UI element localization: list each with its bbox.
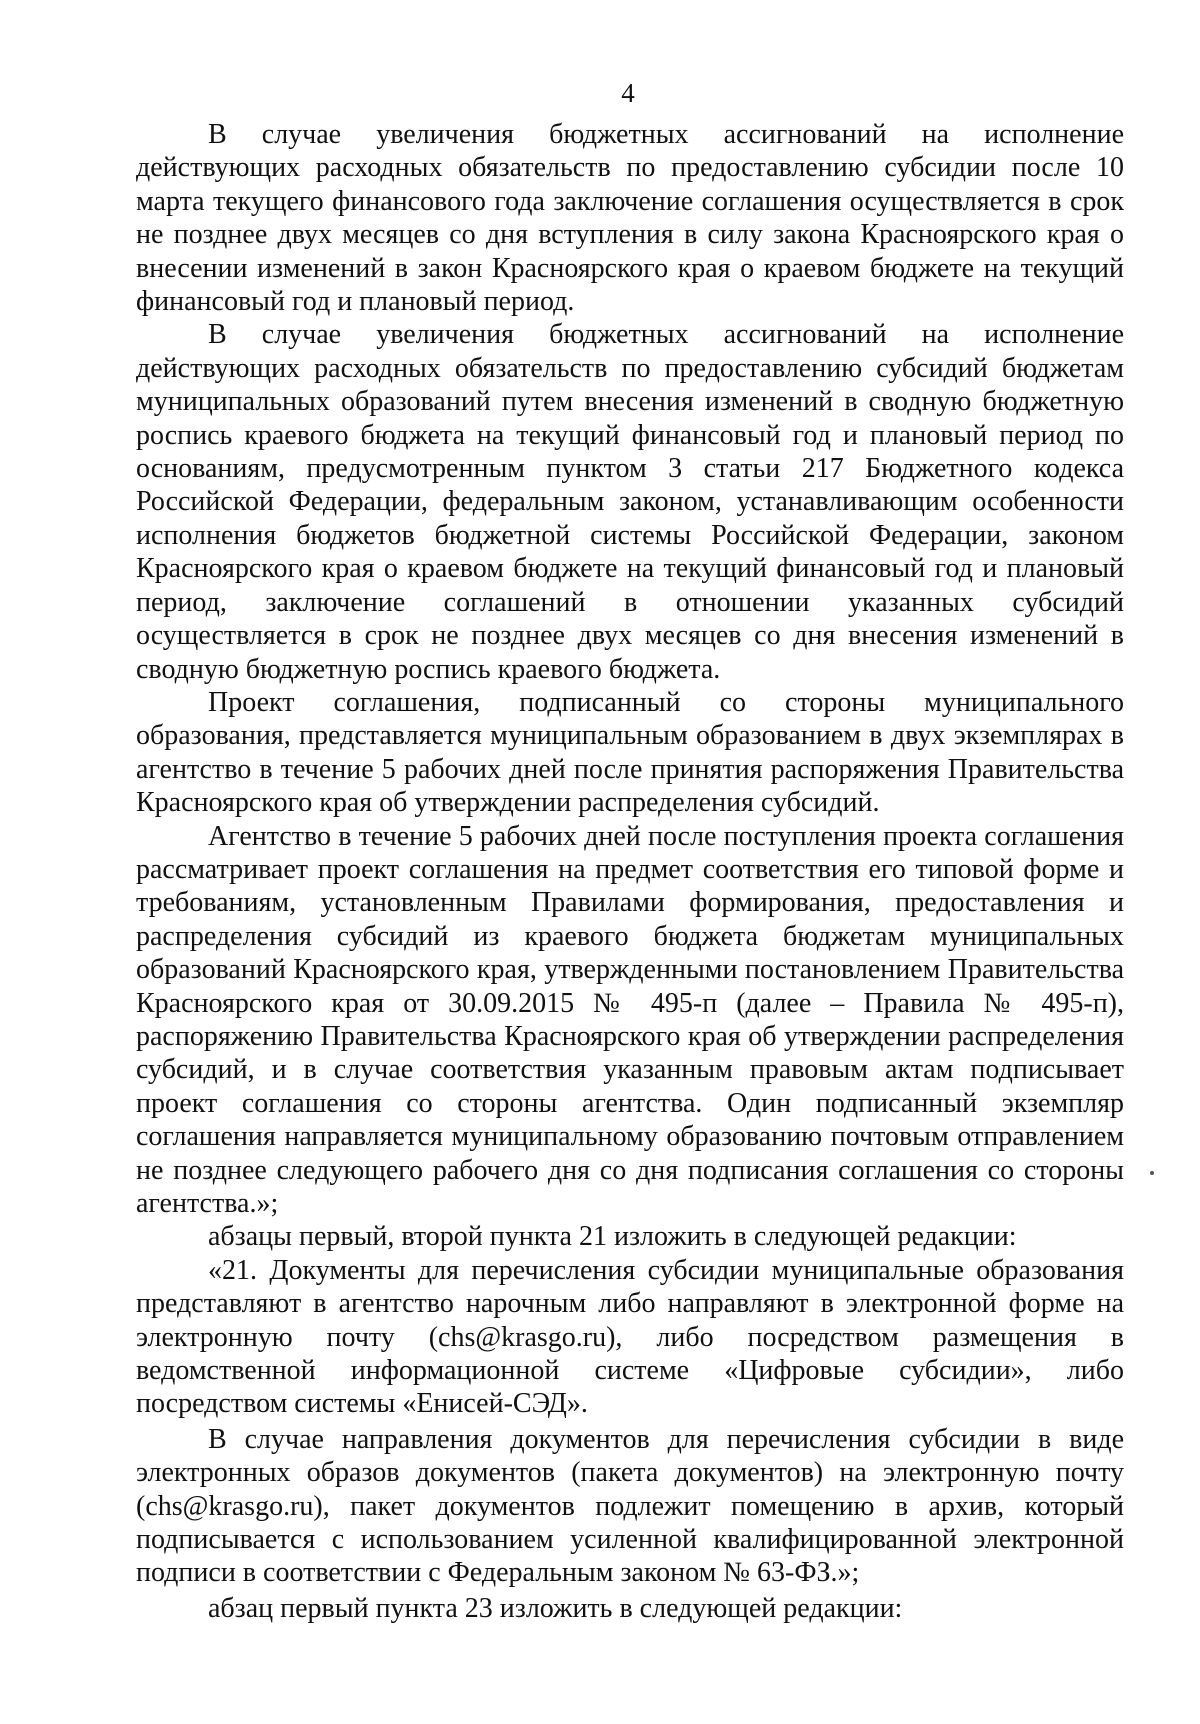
paragraph-8: абзац первый пункта 23 изложить в следующей редакции: [208,1592,903,1624]
paragraph-4: Агентство в течение 5 рабочих дней после поступления проекта соглашения рассматривает проект соглашения на предмет соответствия его типовой форме и требованиям, установленным Правилами формирования, предоставления и распределения субсидий из краевого бюджета бюджетам муниципальных образований Красноярского края, утвержденными постановлением Правительства Красноярского края от 30.09.2015 № 495-п (далее – Правила № 495-п), распоряжению Правительства Красноярского края об утверждении распределения субсидий, и в случае соответствия указанным правовым актам подписывает проект соглашения со стороны агентства. Один подписанный экземпляр соглашения направляется муниципальному образованию почтовым отправлением не позднее следующего рабочего дня со дня подписания соглашения со стороны агентства.»; [136,820,1124,1219]
paragraph-2: В случае увеличения бюджетных ассигнований на исполнение действующих расходных обязательств по предоставлению субсидий бюджетам муниципальных образований путем внесения изменений в сводную бюджетную роспись краевого бюджета на текущий финансовый год и плановый период по основаниям, предусмотренным пунктом 3 статьи 217 Бюджетного кодекса Российской Федерации, федеральным законом, устанавливающим особенности исполнения бюджетов бюджетной системы Российской Федерации, законом Красноярского края о краевом бюджете на текущий финансовый год и плановый период, заключение соглашений в отношении указанных субсидий осуществляется в срок не позднее двух месяцев со дня внесения изменений в сводную бюджетную роспись краевого бюджета. [136,319,1124,685]
paragraph-3: Проект соглашения, подписанный со стороны муниципального образования, представляется муниципальным образованием в двух экземплярах в агентство в течение 5 рабочих дней после принятия распоряжения Правительства Красноярского края об утверждении распределения субсидий. [136,686,1124,819]
paragraph-1: В случае увеличения бюджетных ассигнований на исполнение действующих расходных обязательств по предоставлению субсидии после 10 марта текущего финансового года заключение соглашения осуществляется в срок не позднее двух месяцев со дня вступления в силу закона Красноярского края о внесении изменений в закон Красноярского края о краевом бюджете на текущий финансовый год и плановый период. [136,119,1124,318]
paragraph-6: «21. Документы для перечисления субсидии муниципальные образования представляют в агентство нарочным либо направляют в электронной форме на электронную почту (chs@krasgo.ru), либо посредством размещения в ведомственной информационной системе «Цифровые субсидии», либо посредством системы «Енисей-СЭД». [136,1254,1124,1420]
paragraph-5: абзацы первый, второй пункта 21 изложить в следующей редакции: [208,1221,1017,1253]
page-number: 4 [621,78,635,108]
paragraph-7: В случае направления документов для перечисления субсидии в виде электронных образов документов (пакета документов) на электронную почту (chs@krasgo.ru), пакет документов подлежит помещению в архив, который подписывается с использованием усиленной квалифицированной электронной подписи в соответствии с Федеральным законом № 63-ФЗ.»; [136,1423,1124,1589]
document-body [136,118,1124,1625]
scan-artifact-dot [1150,1171,1154,1175]
